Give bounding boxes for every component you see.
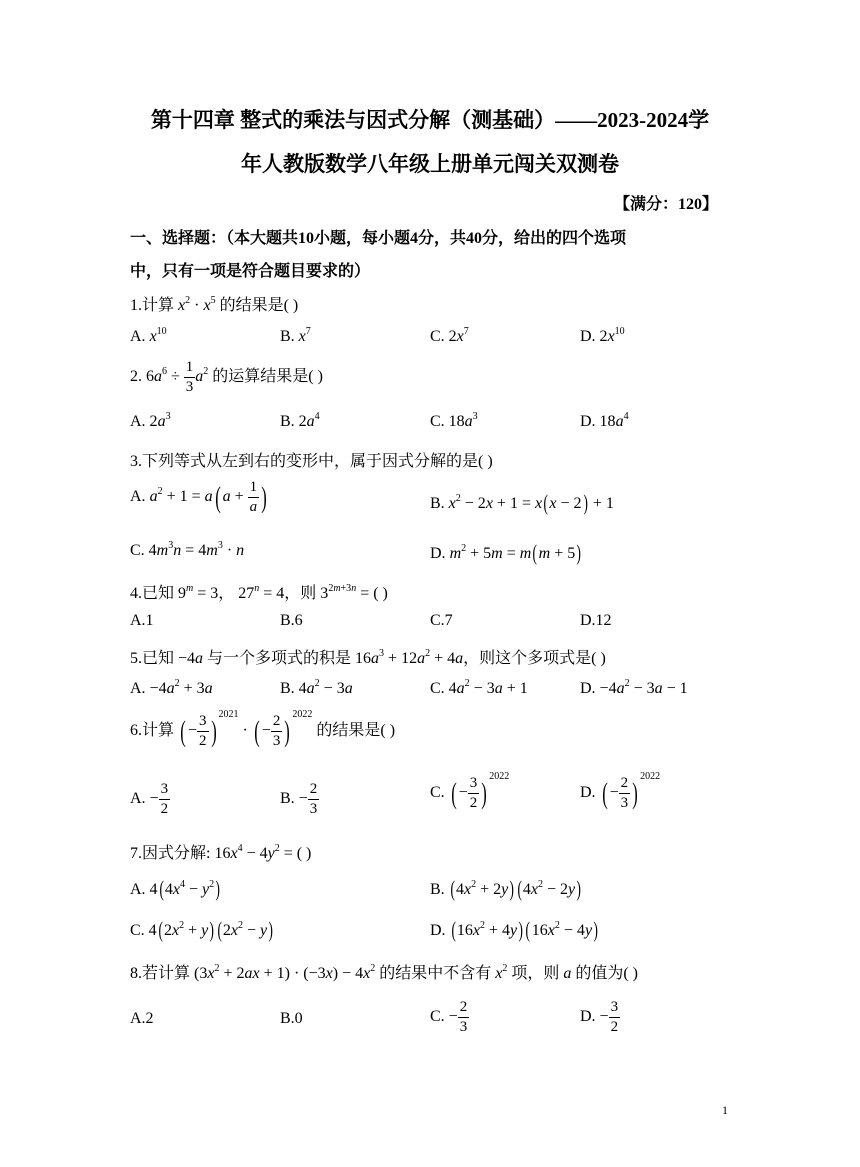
q2-option-c: C. $18a^3$	[430, 411, 478, 430]
q7-option-b: B. $(4x^2 + 2y) (4x^2 - 2y)$	[430, 876, 582, 901]
page-number: 1	[722, 1103, 728, 1117]
q2-option-d: D. $18a^4$	[580, 411, 629, 430]
q3-option-b: B. $x^2 - 2x + 1 = x(x - 2) + 1$	[430, 490, 614, 515]
question-5-stem: 5.已知 −4a 与一个多项式的积是 $16a^3 + 12a^2 + 4a$，则这个多项式是( )	[130, 648, 606, 667]
q8-option-d: D. − $\frac{3}{2}$	[580, 999, 619, 1035]
q8-option-a: A.2	[130, 1010, 154, 1027]
q2-option-a: A. $2a^3$	[130, 411, 171, 430]
section-heading-line1: 一、选择题：（本大题共10小题，每小题4分，共40分，给出的四个选项	[130, 230, 627, 247]
q1-option-b: B. $x^7$	[280, 326, 311, 345]
q7-option-c: C. $4(2x^2 + y) (2x^2 - y)$	[130, 917, 274, 942]
q4-option-d: D.12	[580, 612, 612, 629]
question-2-stem: 2. $6a^6$ ÷ $\frac{1}{3}$ $a^2$ 的运算结果是( )	[130, 359, 323, 395]
q4-option-c: C.7	[430, 612, 453, 629]
section-heading-line2: 中，只有一项是符合题目要求的）	[130, 263, 371, 280]
q1-option-c: C. $2x^7$	[430, 326, 469, 345]
q8-option-c: C. − $\frac{2}{3}$	[430, 999, 468, 1035]
question-1-stem: 1.计算 $x^2 \cdot x^5$ 的结果是( )	[130, 295, 299, 314]
q6-option-b: B. − $\frac{2}{3}$	[280, 781, 318, 817]
question-4-stem: 4.已知 $9^m = 3$， $27^n = 4$，则 $3^{2m+3n}$ = ( )	[130, 583, 388, 602]
q1-option-d: D. $2x^{10}$	[580, 326, 625, 345]
q4-option-b: B.6	[280, 612, 303, 629]
q2-option-b: B. $2a^4$	[280, 411, 320, 430]
q7-option-a: A. $4(4x^4 - y^2)$	[130, 876, 221, 901]
q1-option-a: A. $x^{10}$	[130, 326, 167, 345]
q5-option-c: C. $4a^2 - 3a + 1$	[430, 678, 528, 697]
question-6-stem: 6.计算 ( − $\frac{3}{2}$ ) $^{2021}$ · ( − $\frac{2}{3}$ ) $^{2022}$ 的结果是( )	[130, 709, 396, 749]
q4-option-a: A.1	[130, 612, 154, 629]
q6-option-a: A. − $\frac{3}{2}$	[130, 781, 169, 817]
document-title-line2: 年人教版数学八年级上册单元闯关双测卷	[241, 152, 619, 176]
question-8-stem: 8.若计算 $(3x^2 + 2ax + 1) \cdot (-3x) - 4x^2$ 的结果中不含有 $x^2$ 项，则 a 的值为( )	[130, 963, 639, 982]
q6-option-c: C. ( − $\frac{3}{2}$ ) $^{2022}$	[430, 771, 510, 811]
q6-option-d: D. ( − $\frac{2}{3}$ ) $^{2022}$	[580, 771, 661, 811]
q5-option-a: A. $-4a^2 + 3a$	[130, 678, 213, 697]
q3-option-d: D. $m^2 + 5m = m(m + 5)$	[430, 540, 582, 565]
q8-option-b: B.0	[280, 1010, 303, 1027]
q5-option-b: B. $4a^2 - 3a$	[280, 678, 353, 697]
q3-option-c: C. $4m^3n = 4m^3 \cdot n$	[130, 540, 245, 559]
q7-option-d: D. $(16x^2 + 4y) (16x^2 - 4y)$	[430, 917, 598, 942]
document-title-line1: 第十四章 整式的乘法与因式分解（测基础）——2023-2024学	[150, 108, 710, 132]
full-score-label: 【满分：120】	[614, 196, 719, 213]
question-7-stem: 7.因式分解: $16x^4 - 4y^2$ = ( )	[130, 843, 312, 862]
q5-option-d: D. $-4a^2 - 3a - 1$	[580, 678, 688, 697]
q3-option-a: A. $a^2 + 1 = a$( a + $\frac{1}{a}$ )	[130, 479, 267, 515]
question-3-stem: 3.下列等式从左到右的变形中，属于因式分解的是( )	[130, 453, 493, 470]
